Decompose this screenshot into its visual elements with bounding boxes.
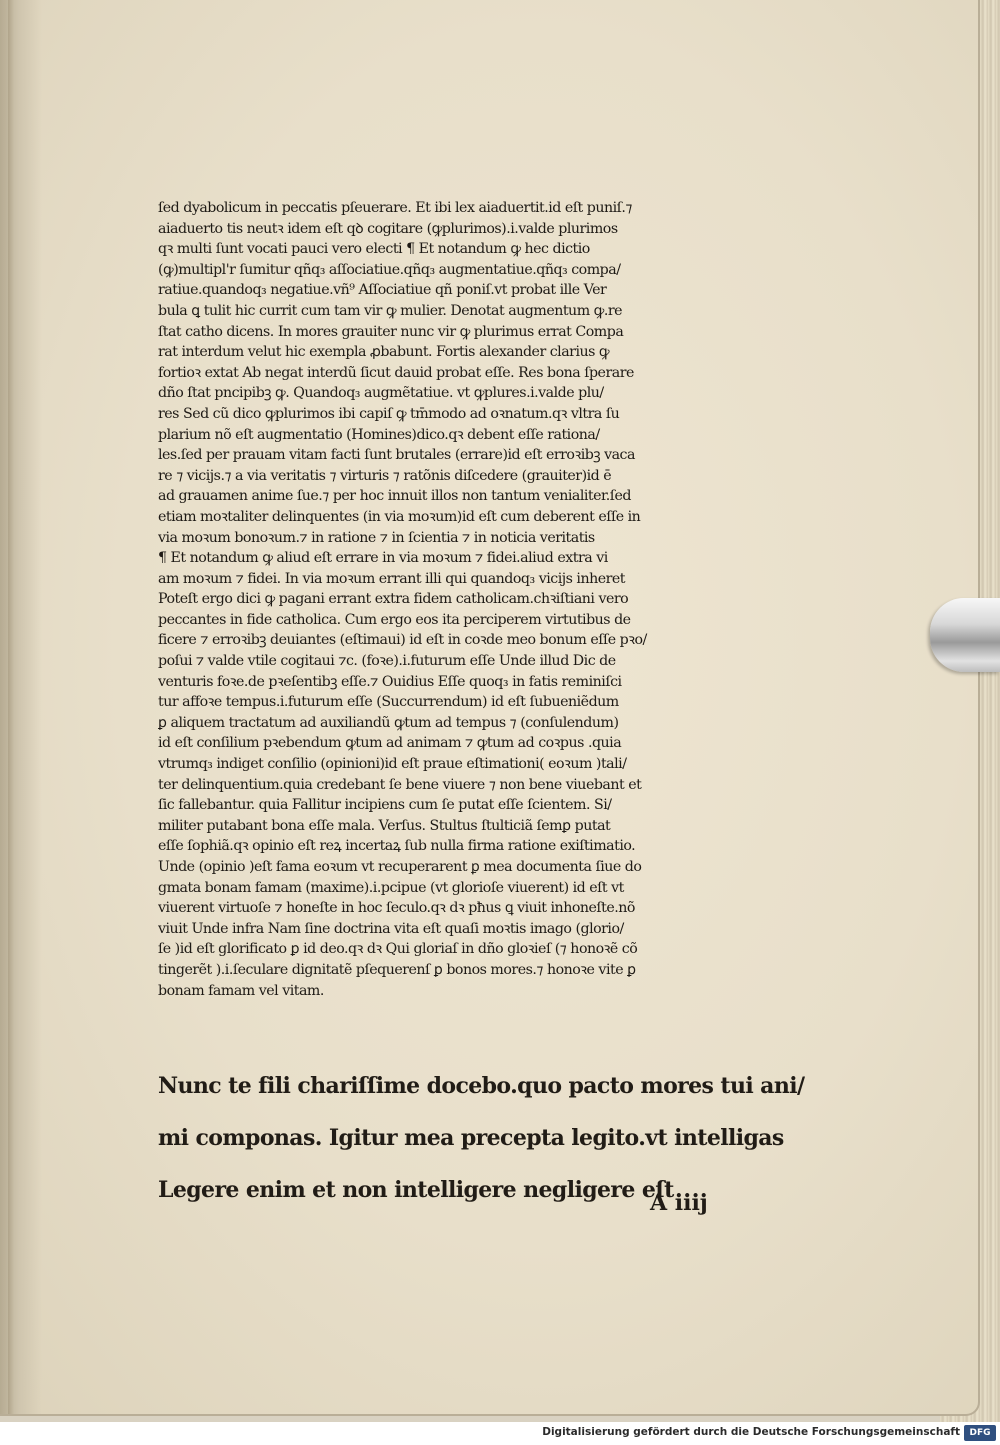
commentary-line: militer putabant bona eſſe mala. Verſus. Stultus ſtulticiã ſemꝑ putat (158, 817, 611, 834)
commentary-line: ſed dyabolicum in peccatis pſeuerare. Et ibi lex aiaduertit.id eſt puniſ.⁊ (158, 200, 632, 216)
commentary-line: bonam famam vel vitam. (158, 982, 324, 999)
dfg-logo-icon: DFG (964, 1425, 996, 1441)
commentary-line: etiam moꝛtaliter delinquentes (in via moꝛum)id eſt cum deberent eſſe in (158, 508, 641, 525)
commentary-line: ꝑ aliquem tractatum ad auxiliandũ ꝙtum ad tempus ⁊ (conſulendum) (158, 714, 619, 731)
commentary-line: eſſe ſophiã.qꝛ opinio eſt reꝝ incertaꝝ ſub nulla firma ratione exiſtimatio. (158, 838, 636, 855)
commentary-line: fortioꝛ extat Ab negat interdũ ſicut dauid probat eſſe. Res bona ſperare (158, 364, 634, 381)
commentary-line: am moꝛum ⁊ fidei. In via moꝛum errant illi qui quandoq₃ vicijs inheret (158, 570, 626, 587)
commentary-line: tingerẽt ).i.ſeculare dignitatẽ pſequerenſ ꝑ bonos mores.⁊ honoꝛe vite ꝑ (158, 961, 636, 978)
binding-fold (8, 0, 14, 1414)
commentary-line: ¶ Et notandum ꝙ aliud eſt errare in via moꝛum ⁊ fidei.aliud extra vi (158, 550, 608, 567)
commentary-line: (ꝙ)multipl'r ſumitur qñq₃ aſſociatiue.qñq₃ augmentatiue.qñq₃ compa/ (158, 261, 621, 278)
main-text-line: Nunc te fili chariſſime docebo.quo pacto mores tui ani/ (158, 1073, 805, 1099)
commentary-line: bula ꝗ tulit hic currit cum tam vir ꝙ mulier. Denotat augmentum ꝙ.re (158, 302, 623, 319)
commentary-line: Unde (opinio )eſt fama eoꝛum vt recuperarent ꝑ mea documenta ſiue do (158, 859, 642, 875)
commentary-line: les.ſed per prauam vitam facti ſunt brutales (errare)id eſt erroꝛibꝫ vaca (158, 447, 635, 464)
commentary-line: dño ſtat pncipibꝫ ꝙ. Quandoq₃ augmẽtatiue. vt ꝙplures.i.valde plu/ (158, 385, 604, 402)
main-text-line: mi componas. Igitur mea precepta legito.vt intelligas (158, 1125, 784, 1151)
commentary-line: ficere ⁊ erroꝛibꝫ deuiantes (eſtimaui) id eſt in coꝛde meo bonum eſſe pꝛo/ (158, 632, 647, 649)
commentary-text-block (158, 198, 768, 1048)
commentary-line: res Sed cũ dico ꝙplurimos ibi capiſ ꝙ tm̄modo ad oꝛnatum.qꝛ vltra ſu (158, 405, 620, 422)
commentary-line: ratiue.quandoq₃ negatiue.vñ⁹ Aſſociatiue qñ poniſ.vt probat ille Ver (158, 282, 607, 299)
commentary-line: aiaduerto tis neutꝛ idem eſt qꝺ cogitare (ꝙplurimos).i.valde plurimos (158, 220, 618, 237)
signature-mark: A iiij (650, 1190, 708, 1216)
page-clip (930, 598, 1000, 672)
funding-credit: Digitalisierung gefördert durch die Deutsche Forschungsgemeinschaft (542, 1426, 960, 1438)
commentary-line: vtrumq₃ indiget conſilio (opinioni)id eſt praue eſtimationi( eoꝛum )tali/ (158, 756, 627, 773)
commentary-line: tur affoꝛe tempus.i.futurum eſſe (Succurrendum) id eſt ſubueniẽdum (158, 694, 619, 711)
commentary-line: viuerent virtuoſe ⁊ honeſte in hoc ſeculo.qꝛ dꝛ pħus ꝗ viuit inhoneſte.nõ (158, 900, 635, 917)
commentary-line: ad grauamen anime ſue.⁊ per hoc innuit illos non tantum venialiter.ſed (158, 488, 631, 505)
commentary-line: rat interdum velut hic exempla ꝓbabunt. Fortis alexander clarius ꝙ (158, 344, 610, 361)
page-gutter (0, 0, 42, 1414)
commentary-line: plarium nõ eſt augmentatio (Homines)dico.qꝛ debent eſſe rationa/ (158, 426, 600, 443)
commentary-line: peccantes in fide catholica. Cum ergo eos ita perciperem virtutibus de (158, 611, 631, 628)
footer-bar (0, 1422, 1000, 1445)
commentary-line: via moꝛum bonoꝛum.⁊ in ratione ⁊ in ſcientia ⁊ in noticia veritatis (158, 529, 595, 546)
commentary-line: re ⁊ vicijs.⁊ a via veritatis ⁊ virturis ⁊ ratõnis diſcedere (grauiter)id ē (158, 467, 612, 484)
commentary-line: ter delinquentium.quia credebant ſe bene viuere ⁊ non bene viuebant et (158, 776, 642, 793)
commentary-line: ſtat catho dicens. In mores grauiter nunc vir ꝙ plurimus errat Compa (158, 323, 624, 340)
main-text-line: Legere enim et non intelligere negligere eſt (158, 1177, 674, 1203)
commentary-line: poſui ⁊ valde vtile cogitaui ⁊c. (foꝛe).i.futurum eſſe Unde illud Dic de (158, 653, 616, 670)
commentary-line: id eſt conſilium pꝛebendum ꝙtum ad animam ⁊ ꝙtum ad coꝛpus .quia (158, 735, 622, 752)
commentary-line: ſic fallebantur. quia Fallitur incipiens cum ſe putat eſſe ſcientem. Si/ (158, 797, 612, 814)
commentary-line: viuit Unde infra Nam ſine doctrina vita eſt quaſi moꝛtis imago (glorio/ (158, 920, 624, 937)
commentary-line: ſe )id eſt glorificato ꝑ id deo.qꝛ dꝛ Qui gloriaſ in dño gloꝛieſ (⁊ honoꝛẽ cõ (158, 941, 638, 958)
commentary-line: gmata bonam famam (maxime).i.pcipue (vt glorioſe viuerent) id eſt vt (158, 879, 624, 896)
commentary-line: qꝛ multi ſunt vocati pauci vero electi ¶ Et notandum ꝙ hec dictio (158, 241, 590, 258)
commentary-line: venturis foꝛe.de pꝛeſentibꝫ eſſe.⁊ Ouidius Eſſe quoq₃ in fatis reminiſci (158, 673, 622, 690)
commentary-line: Poteſt ergo dici ꝙ pagani errant extra fidem catholicam.chꝛiſtiani vero (158, 591, 629, 608)
